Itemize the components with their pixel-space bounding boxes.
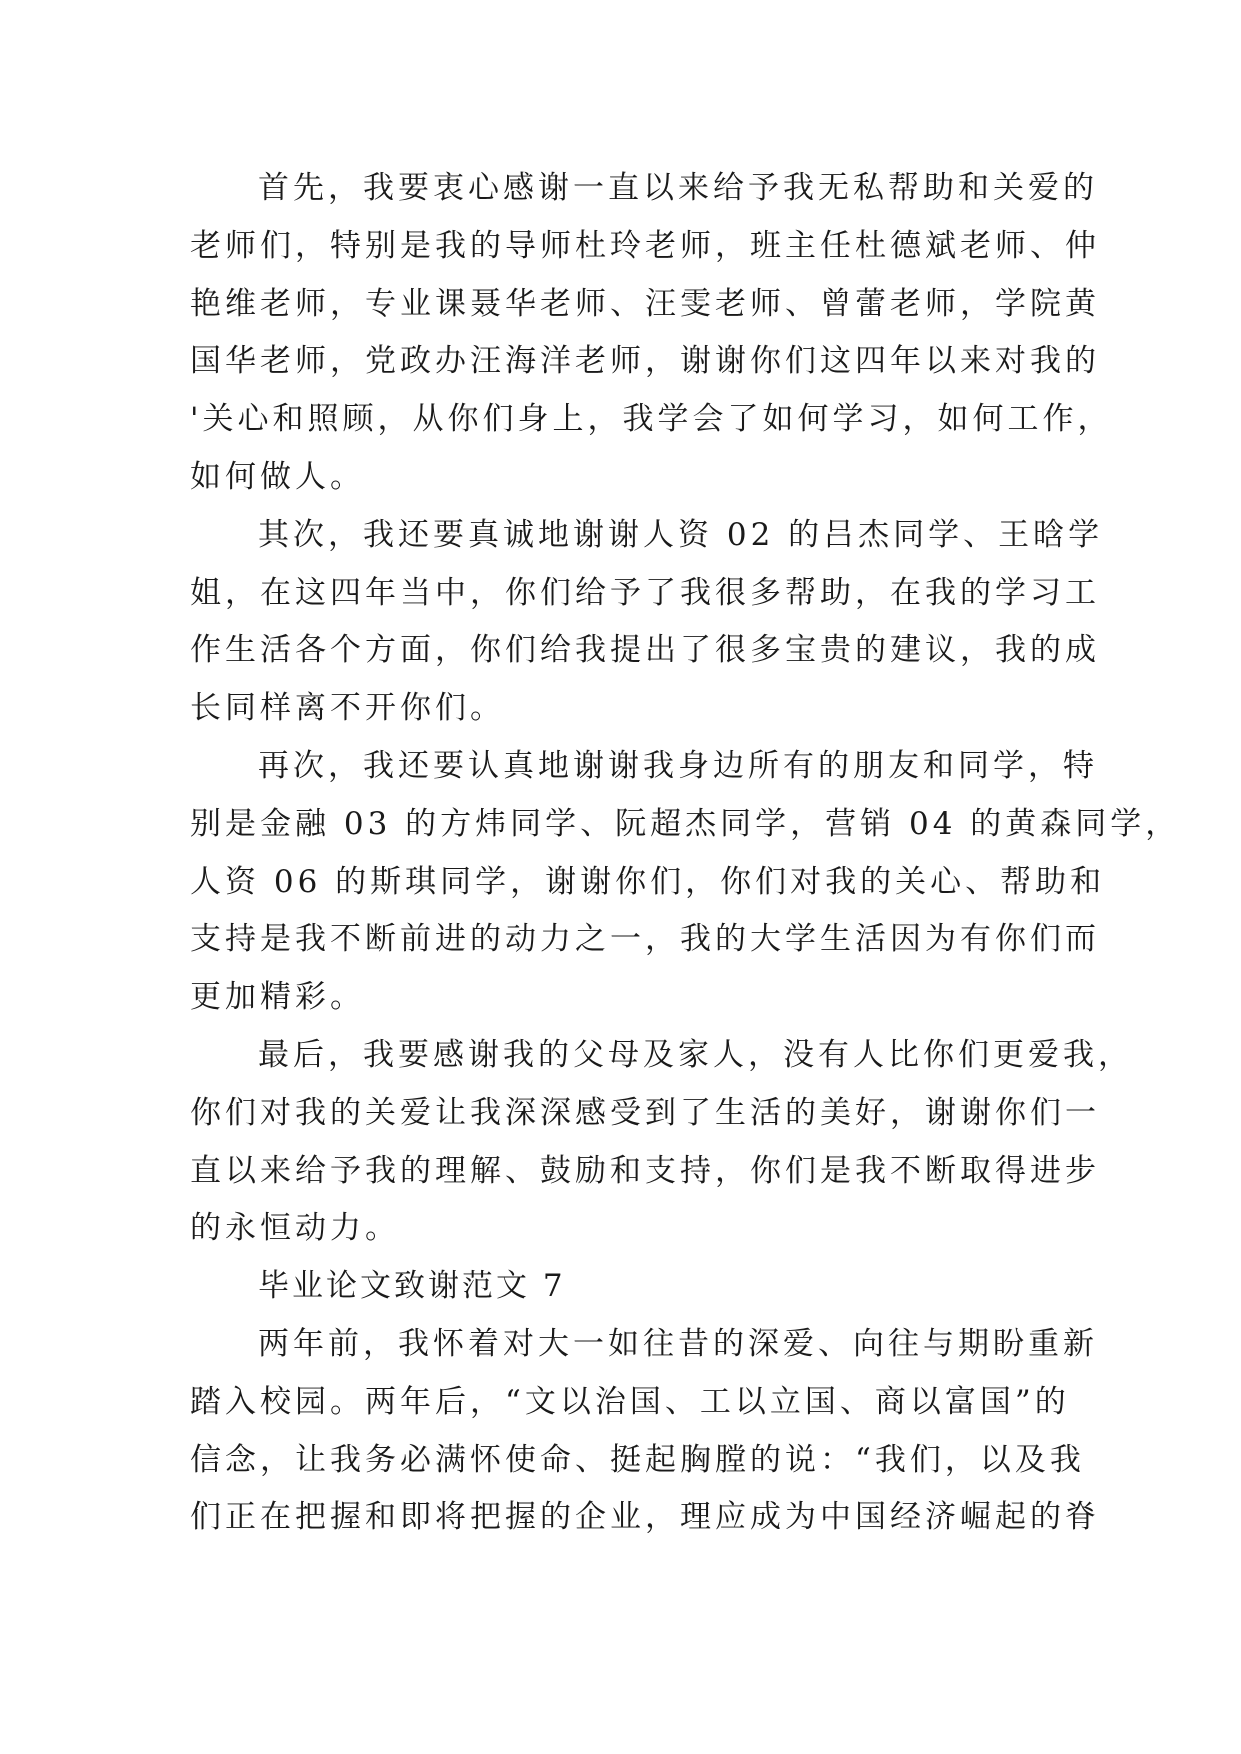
text-line: 别是金融 03 的方炜同学、阮超杰同学，营销 04 的黄森同学， (190, 805, 1181, 842)
text-line: 信念，让我务必满怀使命、挺起胸膛的说：“我们，以及我 (190, 1441, 1085, 1478)
document-body (190, 160, 1181, 1547)
text-line: 最后，我要感谢我的父母及家人，没有人比你们更爱我， (258, 1036, 1133, 1073)
paragraph-2 (190, 507, 1104, 738)
section-heading: 毕业论文致谢范文 7 (258, 1268, 566, 1305)
text-line: 作生活各个方面，你们给我提出了很多宝贵的建议，我的成 (190, 632, 1100, 669)
text-line: 两年前，我怀着对大一如往昔的深爱、向往与期盼重新 (258, 1325, 1098, 1362)
text-line: 国华老师，党政办汪海洋老师，谢谢你们这四年以来对我的 (190, 343, 1100, 380)
text-line: 姐，在这四年当中，你们给予了我很多帮助，在我的学习工 (190, 574, 1100, 611)
text-line: 长同样离不开你们。 (190, 690, 505, 727)
text-line: 的永恒动力。 (190, 1210, 400, 1247)
text-line: 直以来给予我的理解、鼓励和支持，你们是我不断取得进步 (190, 1152, 1100, 1189)
text-line: '关心和照顾，从你们身上，我学会了如何学习，如何工作， (190, 401, 1113, 438)
text-line: 支持是我不断前进的动力之一，我的大学生活因为有你们而 (190, 921, 1100, 958)
paragraph-3 (190, 738, 1181, 1027)
paragraph-5 (190, 1316, 1100, 1547)
text-line: 们正在把握和即将把握的企业，理应成为中国经济崛起的脊 (190, 1499, 1100, 1536)
text-line: 再次，我还要认真地谢谢我身边所有的朋友和同学，特 (258, 747, 1098, 784)
text-line: 首先，我要衷心感谢一直以来给予我无私帮助和关爱的 (258, 170, 1098, 206)
text-line: 如何做人。 (190, 458, 365, 495)
text-line: 其次，我还要真诚地谢谢人资 02 的吕杰同学、王晗学 (258, 516, 1104, 553)
paragraph-1 (190, 160, 1113, 507)
text-line: 老师们，特别是我的导师杜玲老师，班主任杜德斌老师、仲 (190, 227, 1100, 264)
text-line: 更加精彩。 (190, 979, 365, 1016)
text-line: 你们对我的关爱让我深深感受到了生活的美好，谢谢你们一 (190, 1094, 1100, 1131)
text-line: 人资 06 的斯琪同学，谢谢你们，你们对我的关心、帮助和 (190, 863, 1106, 900)
paragraph-4 (190, 1027, 1133, 1258)
text-line: 艳维老师，专业课聂华老师、汪雯老师、曾蕾老师，学院黄 (190, 285, 1100, 322)
text-line: 踏入校园。两年后，“文以治国、工以立国、商以富国”的 (190, 1383, 1070, 1420)
